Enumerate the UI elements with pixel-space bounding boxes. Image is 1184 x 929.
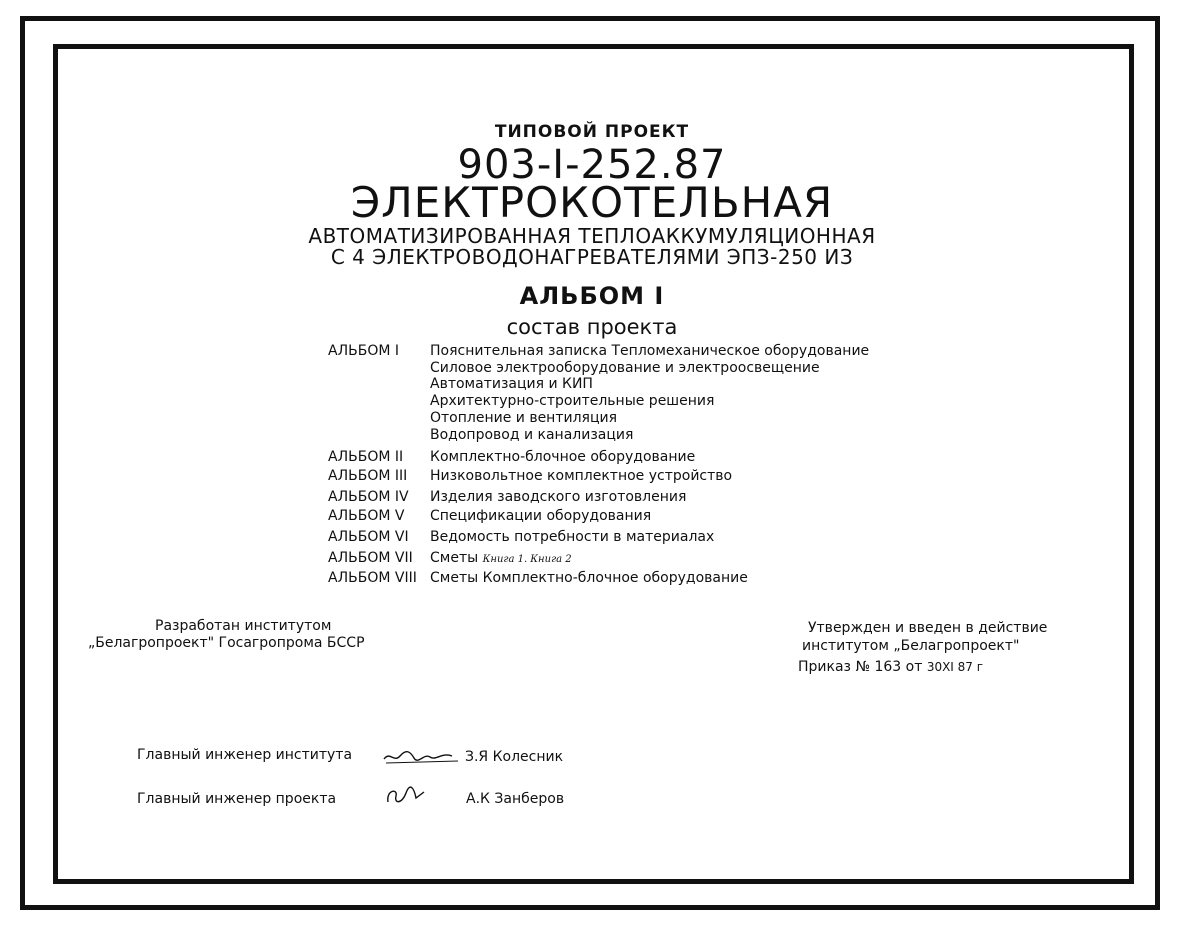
approval-order-date: 30XI 87 г <box>926 660 984 674</box>
approval-order-prefix: Приказ № 163 от <box>798 659 923 675</box>
contents-album-line: Ведомость потребности в материалах <box>430 529 715 545</box>
contents-album-line: Изделия заводского изготовления <box>430 489 687 505</box>
contents-album-label: АЛЬБОМ VI <box>328 529 409 545</box>
project-subtitle-line1: АВТОМАТИЗИРОВАННАЯ ТЕПЛОАККУМУЛЯЦИОННАЯ <box>308 224 876 248</box>
contents-album-line: Сметы <box>430 550 479 566</box>
approval-line2: институтом „Белагропроект" <box>802 638 1020 654</box>
contents-album-label: АЛЬБОМ IV <box>328 489 409 505</box>
contents-handwritten-note: Книга 1. Книга 2 <box>482 554 572 565</box>
contents-album-label: АЛЬБОМ VIII <box>328 570 417 586</box>
approval-order <box>798 659 983 675</box>
developer-line2: „Белагропроект" Госагропрома БССР <box>88 635 365 651</box>
signature-text: Колесник <box>380 745 386 746</box>
project-subtitle-line2: С 4 ЭЛЕКТРОВОДОНАГРЕВАТЕЛЯМИ ЭПЗ-250 ИЗ <box>330 245 854 269</box>
developer-line1: Разработан институтом <box>155 618 332 634</box>
contents-album-line: Отопление и вентиляция <box>430 410 618 426</box>
contents-album-line: Автоматизация и КИП <box>430 376 593 392</box>
project-type: ТИПОВОЙ ПРОЕКТ <box>494 122 690 142</box>
contents-album-label: АЛЬБОМ III <box>328 468 408 484</box>
signatory-role: Главный инженер проекта <box>137 791 337 807</box>
composition-heading: состав проекта <box>506 315 678 339</box>
signature-chief-engineer-institute <box>380 745 460 769</box>
contents-album-line: Водопровод и канализация <box>430 427 634 443</box>
contents-album-line: Пояснительная записка Тепломеханическое оборудование <box>430 343 870 359</box>
signature-chief-engineer-project <box>380 784 460 808</box>
signatory-name: А.К Занберов <box>466 791 565 807</box>
contents-album-line: Силовое электрооборудование и электроосвещение <box>430 360 820 376</box>
contents-album-label: АЛЬБОМ I <box>328 343 399 359</box>
contents-album-line: Архитектурно-строительные решения <box>430 393 715 409</box>
project-number: 903-I-252.87 <box>457 142 727 188</box>
approval-line1: Утвержден и введен в действие <box>808 620 1048 636</box>
contents-album-line: Низковольтное комплектное устройство <box>430 468 733 484</box>
contents-album-label: АЛЬБОМ V <box>328 508 405 524</box>
contents-album-label: АЛЬБОМ VII <box>328 550 413 566</box>
contents-album-label: АЛЬБОМ II <box>328 449 404 465</box>
signatory-name: З.Я Колесник <box>465 749 564 765</box>
signature-text: Зан <box>380 784 382 785</box>
project-name: ЭЛЕКТРОКОТЕЛЬНАЯ <box>350 178 834 227</box>
contents-album-desc <box>430 550 572 566</box>
contents-album-line: Комплектно-блочное оборудование <box>430 449 696 465</box>
signatory-role: Главный инженер института <box>137 747 353 763</box>
contents-album-line: Спецификации оборудования <box>430 508 652 524</box>
contents-album-line: Сметы Комплектно-блочное оборудование <box>430 570 748 586</box>
album-heading: АЛЬБОМ I <box>519 282 665 310</box>
